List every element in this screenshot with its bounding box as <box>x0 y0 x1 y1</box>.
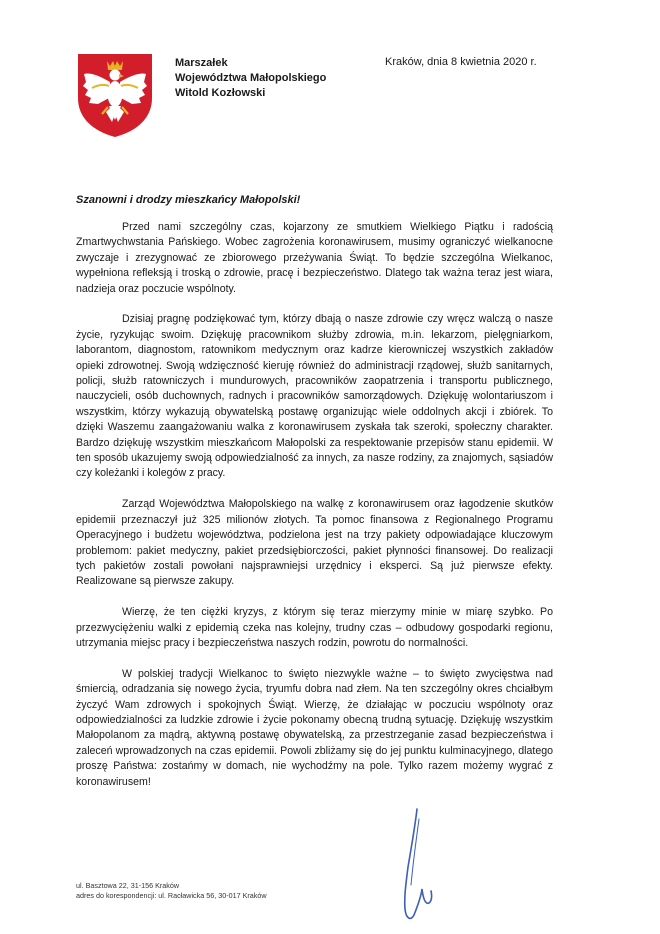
footer-address <box>76 881 267 901</box>
sender-title: Marszałek <box>175 57 228 69</box>
coat-of-arms-icon <box>76 52 154 138</box>
paragraph: Wierzę, że ten ciężki kryzys, z którym się teraz mierzymy minie w miarę szybko. Po przezwyciężeniu walki z epidemią czeka nas kolejny, trudny czas – odbudowy gospodarki regionu, utrzymania miejsc pracy i bezpieczeństwa naszych rodzin, powrotu do normalności. <box>76 606 553 649</box>
salutation: Szanowni i drodzy mieszkańcy Małopolski! <box>76 194 301 206</box>
paragraph: Dzisiaj pragnę podziękować tym, którzy dbają o nasze zdrowie czy wręcz walczą o nasze życie, ryzykując swoim. Dziękuję pracownikom służby zdrowia, m.in. lekarzom, pielęgniarkom, laborantom, diagnostom, ratownikom medycznym oraz kadrze kierowniczej wszystkich zakładów opieki zdrowotnej. Swoją wdzięczność kieruję również do administracji rządowej, służb sanitarnych, policji, służb ratowniczych i mundurowych, pracowników zaopatrzenia i transportu publicznego, nauczycieli, osób duchownych, radnych i pracowników samorządowych. Dziękuję wolontariuszom i wszystkim, którzy wykazują obywatelską postawę organizując wiele oddolnych akcji i zbiórek. To dzięki Waszemu zaangażowaniu walka z koronawirusem zyskała tak szeroki, społeczny charakter. Bardzo dziękuję wszystkim mieszkańcom Małopolski za respektowanie przepisów stanu epidemii. W ten sposób ukazujemy swoją odpowiedzialność za innych, za nasze rodziny, za znajomych, sąsiadów czy koleżanki i kolegów z pracy. <box>76 313 553 480</box>
sender-office: Województwa Małopolskiego <box>175 72 327 84</box>
letter-body <box>76 220 553 805</box>
footer-line: ul. Basztowa 22, 31-156 Kraków <box>76 881 180 890</box>
paragraph: W polskiej tradycji Wielkanoc to święto niezwykle ważne – to święto zwycięstwa nad śmiercią, odradzania się nowego życia, tryumfu dobra nad złem. Na ten szczególny okres chciałbym życzyć Wam zdrowych i spokojnych Świąt. Wierzę, że działając w poczuciu wspólnoty oraz odpowiedzialności za ludzkie zdrowie i życie pokonamy obecną trudną sytuację. Dziękuję wszystkim Małopolanom za mądrą, aktywną postawę obywatelską, za przestrzeganie zasad bezpieczeństwa i zaleceń wprowadzonych na czas epidemii. Powoli zbliżamy się do jej punktu kulminacyjnego, dlatego proszę Państwa: zostańmy w domach, nie wychodźmy na pole. Tylko razem możemy wygrać z koronawirusem! <box>76 667 553 788</box>
paragraph: Zarząd Województwa Małopolskiego na walkę z koronawirusem oraz łagodzenie skutków epidemii przeznaczył już 325 milionów złotych. Ta pomoc finansowa z Regionalnego Programu Operacyjnego i budżetu województwa, podzielona jest na trzy pakiety odpowiadające kluczowym problemom: pakiet medyczny, pakiet przedsiębiorczości, pakiet płynności finansowej. Do realizacji tych pakietów zostali powołani najsprawniejsi urzędnicy i eksperci. Są już pierwsze efekty. Realizowane są pierwsze zakupy. <box>76 498 553 588</box>
date-line: Kraków, dnia 8 kwietnia 2020 r. <box>385 56 537 68</box>
sender-block <box>175 56 326 101</box>
signature-icon <box>395 805 435 925</box>
footer-line: adres do korespondencji: ul. Racławicka 56, 30-017 Kraków <box>76 891 267 900</box>
paragraph: Przed nami szczególny czas, kojarzony ze smutkiem Wielkiego Piątku i radością Zmartwychwstania Pańskiego. Wobec zagrożenia koronawirusem, musimy ograniczyć wielkanocne zwyczaje i zrezygnować ze zbiorowego przeżywania Świąt. To będzie szczególna Wielkanoc, wypełniona refleksją i troską o zdrowie, pracę i bezpieczeństwo. Dlatego tak ważna teraz jest wiara, nadzieja oraz poczucie wspólnoty. <box>76 221 553 295</box>
sender-name: Witold Kozłowski <box>175 87 266 99</box>
